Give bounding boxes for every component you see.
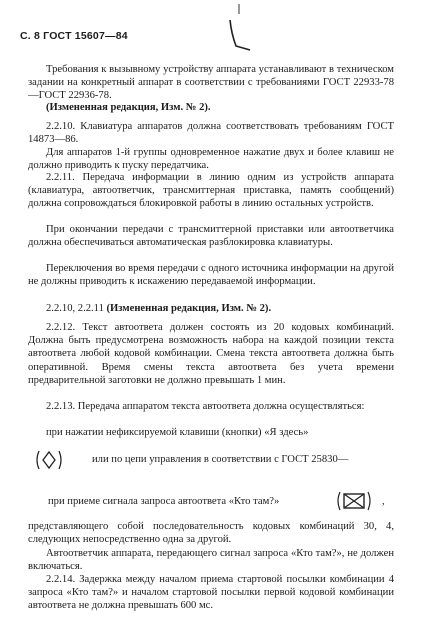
amendment-note-2-refs: 2.2.10, 2.2.11 — [46, 303, 107, 314]
paragraph-2-2-10: 2.2.10. Клавиатура аппаратов должна соответствовать требованиям ГОСТ 14873—86. — [28, 121, 394, 146]
envelope-box-icon — [335, 491, 373, 511]
amendment-note-2 — [28, 302, 394, 315]
paragraph-keys: Для аппаратов 1-й группы одновременное нажатие двух и более клавиш не должно приводить к пуску передатчика. — [28, 147, 394, 172]
line-who-is-there-comma: , — [382, 496, 385, 507]
amendment-note-2-label: (Измененная редакция, Изм. № 2). — [106, 303, 272, 314]
paragraph-2-2-11: 2.2.11. Передача информации в линию одним из устройств аппарата (клавиатура, автоответчик, трансмиттерная приставка, память сообщений) должна сопровождаться блокировкой работы в линию остальных устройств. — [28, 172, 394, 210]
paragraph-2-2-14: 2.2.14. Задержка между началом приема стартовой посылки комбинации 4 запроса «Кто там?» и началом стартовой посылки первой кодовой комбинации автоответа не должна превышать 600 мс. — [28, 574, 394, 612]
scan-mark-top — [236, 4, 242, 16]
paragraph-2-2-13: 2.2.13. Передача аппаратом текста автоответа должна осуществляться: — [46, 401, 365, 412]
line-i-am-here: при нажатии нефиксируемой клавиши (кнопки) «Я здесь» — [46, 427, 309, 438]
paragraph-sequence: представляющего собой последовательность кодовых комбинаций 30, 4, следующих непосредственно одна за другой. — [28, 521, 394, 546]
paragraph-switching: Переключения во время передачи с одного источника информации на другой не должны приводить к искажению передаваемой информации. — [28, 263, 394, 288]
line-who-is-there: при приеме сигнала запроса автоответа «Кто там?» — [48, 496, 280, 507]
page-header: С. 8 ГОСТ 15607—84 — [20, 30, 128, 42]
amendment-note-1: (Измененная редакция, Изм. № 2). — [46, 102, 211, 113]
paragraph-answerback-off: Автоответчик аппарата, передающего сигнал запроса «Кто там?», не должен включаться. — [28, 548, 394, 573]
paragraph-2-2-12: 2.2.12. Текст автоответа должен состоять из 20 кодовых комбинаций. Должна быть предусмотрена возможность набора на каждой позиции текста автоответа любой кодовой комбинации. Смена текста автоответа должна быть оперативной. Время смены текста автоответа без учета времени предварительной заготовки не должно превышать 1 мин. — [28, 322, 394, 386]
paragraph-1: Требования к вызывному устройству аппарата устанавливают в техническом задании на конкретный аппарат в соответствии с требованиями ГОСТ 22933-78—ГОСТ 22936-78. — [28, 64, 394, 102]
diamond-in-parentheses-icon — [34, 449, 64, 471]
line-control-circuit: или по цепи управления в соответствии с ГОСТ 25830— — [92, 454, 349, 465]
paragraph-unlock: При окончании передачи с трансмиттерной приставки или автоответчика должна обеспечиваться автоматическая разблокировка клавиатуры. — [28, 224, 394, 249]
scan-stroke-decoration — [224, 18, 254, 52]
